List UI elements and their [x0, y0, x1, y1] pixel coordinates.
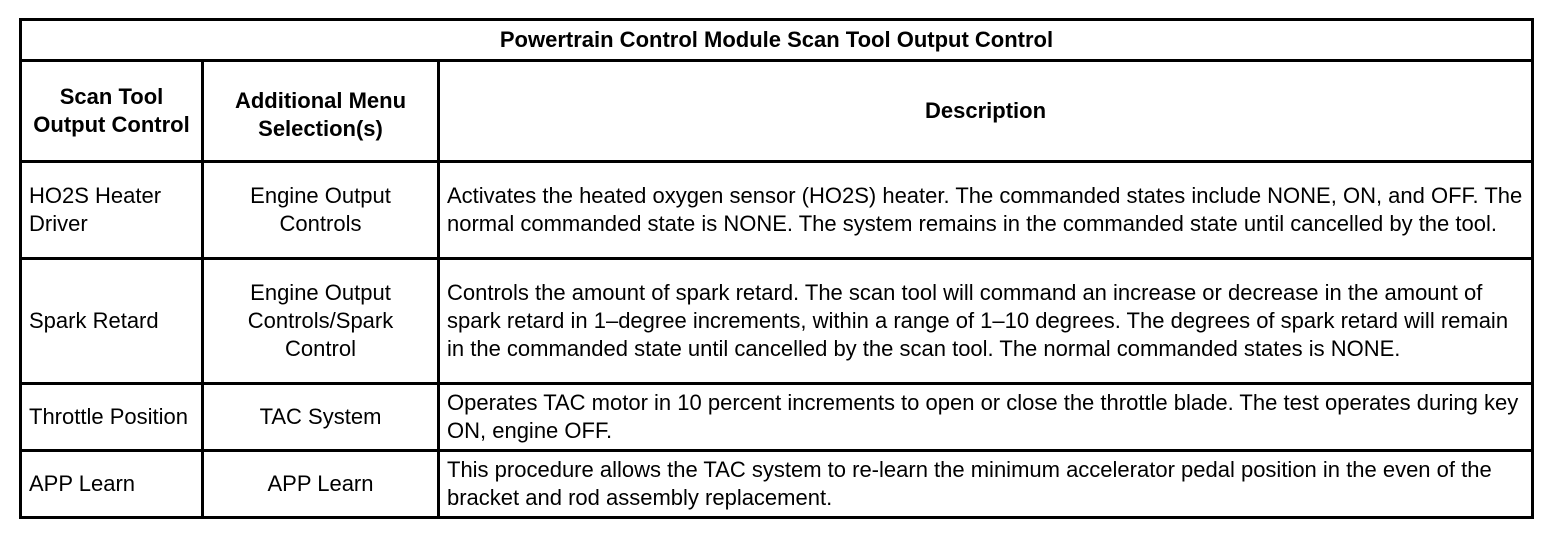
header-description: Description — [439, 61, 1533, 162]
table-header-row — [21, 61, 1533, 162]
table-row — [21, 162, 1533, 259]
row-description: Controls the amount of spark retard. The scan tool will command an increase or decrease in the amount of spark retard in 1–degree increments, within a range of 1–10 degrees. The degrees of spark retard will remain in the commanded state until cancelled by the scan tool. The normal commanded states is NONE. — [439, 259, 1533, 384]
row-menu-selection: Engine Output Controls/Spark Control — [203, 259, 439, 384]
header-additional-menu-selections: Additional Menu Selection(s) — [203, 61, 439, 162]
output-control-table — [19, 18, 1534, 519]
row-control: Spark Retard — [21, 259, 203, 384]
table-title-row — [21, 20, 1533, 61]
table-row — [21, 384, 1533, 451]
header-scan-tool-output-control: Scan Tool Output Control — [21, 61, 203, 162]
table-title: Powertrain Control Module Scan Tool Output Control — [21, 20, 1533, 61]
row-menu-selection: Engine Output Controls — [203, 162, 439, 259]
table-row — [21, 259, 1533, 384]
row-menu-selection: APP Learn — [203, 451, 439, 518]
row-description: Operates TAC motor in 10 percent increments to open or close the throttle blade. The test operates during key ON, engine OFF. — [439, 384, 1533, 451]
table-row — [21, 451, 1533, 518]
row-control: Throttle Position — [21, 384, 203, 451]
row-description: Activates the heated oxygen sensor (HO2S) heater. The commanded states include NONE, ON, and OFF. The normal commanded state is NONE. The system remains in the commanded state until cancelled by the tool. — [439, 162, 1533, 259]
row-description: This procedure allows the TAC system to re-learn the minimum accelerator pedal position in the even of the bracket and rod assembly replacement. — [439, 451, 1533, 518]
row-menu-selection: TAC System — [203, 384, 439, 451]
row-control: APP Learn — [21, 451, 203, 518]
row-control: HO2S Heater Driver — [21, 162, 203, 259]
